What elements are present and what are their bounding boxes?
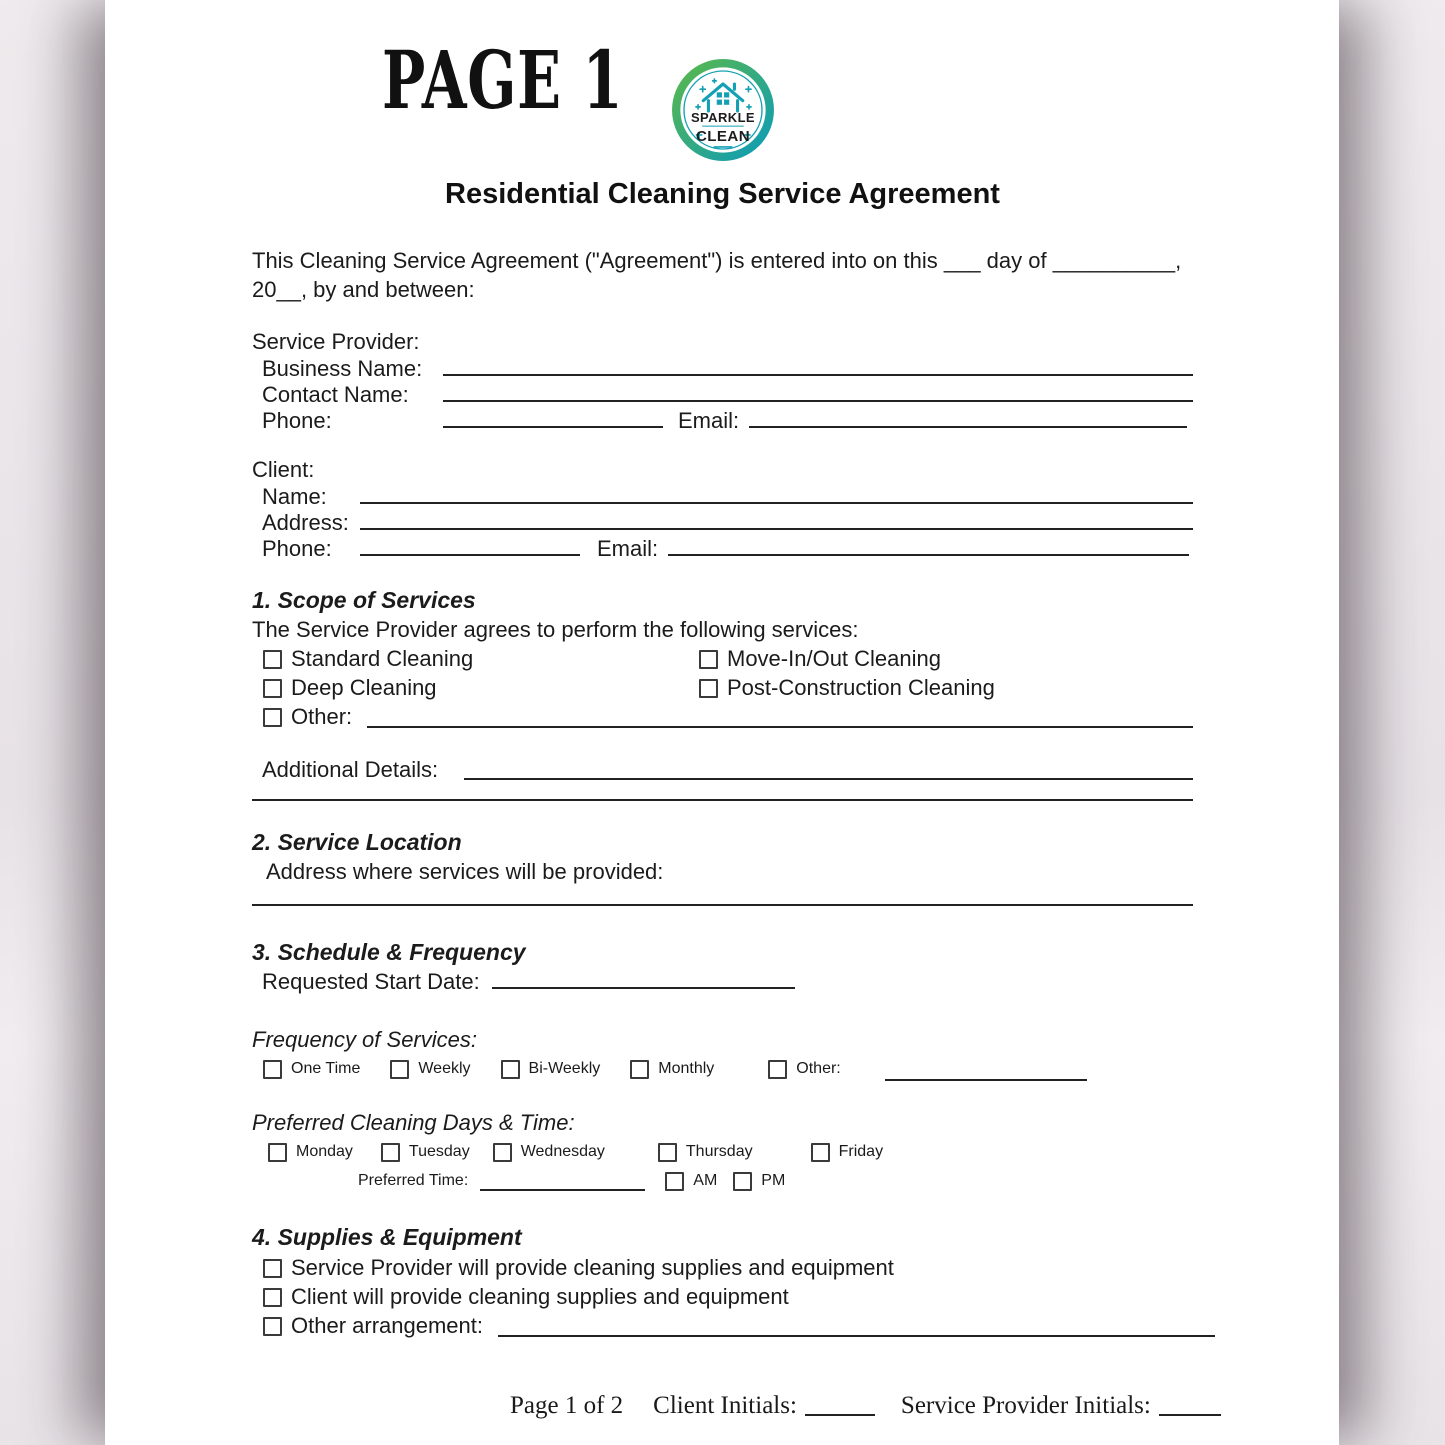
- frequency-option-weekly: [390, 1053, 470, 1084]
- deep-cleaning-label: Deep Cleaning: [291, 675, 437, 700]
- logo-text-sparkle: SPARKLE: [690, 109, 755, 125]
- additional-details-row: [252, 757, 1193, 783]
- page-indicator: Page 1 of 2: [510, 1392, 624, 1419]
- friday-checkbox[interactable]: [811, 1143, 830, 1162]
- additional-details-field-line-2[interactable]: [252, 799, 1193, 801]
- scope-other-checkbox[interactable]: [263, 708, 282, 727]
- intro-paragraph: [252, 246, 1193, 304]
- client-email-field-line[interactable]: [668, 554, 1189, 556]
- day-option-friday: [811, 1136, 883, 1167]
- supplies-option-client: [252, 1282, 1193, 1311]
- frequency-option-monthly: [630, 1053, 714, 1084]
- frequency-other-checkbox[interactable]: [768, 1060, 787, 1079]
- deep-cleaning-checkbox[interactable]: [263, 679, 282, 698]
- frequency-option-biweekly: [501, 1053, 601, 1084]
- one-time-checkbox[interactable]: [263, 1060, 282, 1079]
- supplies-option-provider: [252, 1253, 1193, 1282]
- scope-of-services-section: [252, 586, 1193, 731]
- service-provider-section: [252, 328, 1193, 434]
- scope-option-standard: [263, 644, 699, 673]
- start-date-field-line[interactable]: [492, 987, 795, 989]
- supplies-option-other: [252, 1311, 1193, 1340]
- scope-heading: 1. Scope of Services: [252, 587, 476, 613]
- frequency-other-label: Other:: [796, 1060, 841, 1077]
- service-location-section: [252, 828, 1193, 906]
- provider-initials-label: Service Provider Initials:: [900, 1392, 1151, 1419]
- client-phone-field-line[interactable]: [360, 554, 580, 556]
- am-label: AM: [693, 1172, 718, 1189]
- monthly-checkbox[interactable]: [630, 1060, 649, 1079]
- frequency-option-onetime: [263, 1053, 360, 1084]
- preferred-time-label: Preferred Time:: [358, 1172, 469, 1189]
- provider-phone-field-line[interactable]: [443, 426, 663, 428]
- contact-name-field-line[interactable]: [443, 400, 1193, 402]
- move-in-out-cleaning-checkbox[interactable]: [699, 650, 718, 669]
- am-option: [665, 1167, 717, 1194]
- service-provider-heading: Service Provider:: [252, 329, 420, 354]
- frequency-other-field-line[interactable]: [885, 1079, 1087, 1081]
- additional-details-label: Additional Details:: [262, 757, 439, 782]
- start-date-label: Requested Start Date:: [262, 969, 480, 994]
- location-prompt: Address where services will be provided:: [266, 859, 664, 884]
- monday-checkbox[interactable]: [268, 1143, 287, 1162]
- provider-email-field-line[interactable]: [749, 426, 1187, 428]
- post-construction-cleaning-label: Post-Construction Cleaning: [727, 675, 995, 700]
- thursday-checkbox[interactable]: [658, 1143, 677, 1162]
- frequency-option-other: [768, 1053, 840, 1084]
- friday-label: Friday: [838, 1143, 884, 1160]
- location-heading: 2. Service Location: [252, 829, 462, 855]
- document-page: [105, 0, 1339, 1445]
- client-name-field-line[interactable]: [360, 502, 1193, 504]
- wednesday-checkbox[interactable]: [493, 1143, 512, 1162]
- standard-cleaning-checkbox[interactable]: [263, 650, 282, 669]
- scope-option-deep: [263, 673, 699, 702]
- scope-option-postconstruction: [699, 673, 1193, 702]
- additional-details-field-line-1[interactable]: [464, 774, 1193, 780]
- post-construction-cleaning-checkbox[interactable]: [699, 679, 718, 698]
- client-address-field-line[interactable]: [360, 528, 1193, 530]
- page-number-label: PAGE 1: [382, 33, 624, 127]
- pm-label: PM: [761, 1172, 786, 1189]
- client-heading: Client:: [252, 457, 315, 482]
- client-supplies-label: Client will provide cleaning supplies and equipment: [291, 1284, 789, 1309]
- scope-other-label: Other:: [291, 704, 353, 729]
- weekly-label: Weekly: [418, 1060, 471, 1077]
- scope-intro: The Service Provider agrees to perform the following services:: [252, 617, 859, 642]
- frequency-label: Frequency of Services:: [252, 1027, 477, 1052]
- monday-label: Monday: [296, 1143, 353, 1160]
- day-options: [252, 1136, 1193, 1167]
- preferred-days-label: Preferred Cleaning Days & Time:: [252, 1110, 575, 1135]
- frequency-options: [252, 1053, 1193, 1084]
- start-date-row: [252, 967, 1193, 997]
- schedule-frequency-section: [252, 938, 1193, 1194]
- other-arrangement-checkbox[interactable]: [263, 1317, 282, 1336]
- intro-line-1: This Cleaning Service Agreement ("Agreement") is entered into on this ___ day of __________,: [252, 248, 1182, 273]
- provider-phone-label: Phone:: [262, 408, 332, 433]
- scope-other-field-line[interactable]: [367, 722, 1193, 728]
- client-name-label: Name:: [262, 484, 327, 509]
- logo-text-clean: CLEAN: [695, 128, 750, 146]
- document-title: Residential Cleaning Service Agreement: [445, 178, 1000, 210]
- provider-initials-field-line[interactable]: [1159, 1414, 1221, 1416]
- provider-email-label: Email:: [678, 408, 740, 433]
- page-header: [252, 0, 1193, 172]
- client-initials-label: Client Initials:: [653, 1392, 797, 1419]
- pm-checkbox[interactable]: [733, 1172, 752, 1191]
- scope-options: [252, 644, 1193, 702]
- day-option-thursday: [658, 1136, 753, 1167]
- thursday-label: Thursday: [685, 1143, 753, 1160]
- preferred-time-row: [252, 1167, 1193, 1194]
- day-option-wednesday: [493, 1136, 605, 1167]
- client-email-label: Email:: [597, 536, 659, 561]
- provider-supplies-label: Service Provider will provide cleaning supplies and equipment: [291, 1255, 894, 1280]
- location-address-field-line[interactable]: [252, 904, 1193, 906]
- business-name-field-line[interactable]: [443, 374, 1193, 376]
- provider-supplies-checkbox[interactable]: [263, 1259, 282, 1278]
- page-footer: [510, 1392, 1221, 1420]
- move-in-out-cleaning-label: Move-In/Out Cleaning: [727, 646, 941, 671]
- bi-weekly-label: Bi-Weekly: [528, 1060, 601, 1077]
- client-phone-label: Phone:: [262, 536, 332, 561]
- wednesday-label: Wednesday: [520, 1143, 605, 1160]
- contact-name-label: Contact Name:: [262, 382, 409, 407]
- scope-other-row: [252, 702, 1193, 731]
- weekly-checkbox[interactable]: [390, 1060, 409, 1079]
- pm-option: [733, 1167, 785, 1194]
- business-name-label: Business Name:: [262, 356, 423, 381]
- am-checkbox[interactable]: [665, 1172, 684, 1191]
- bi-weekly-checkbox[interactable]: [501, 1060, 520, 1079]
- sparkle-clean-logo-icon: [671, 58, 775, 162]
- one-time-label: One Time: [291, 1060, 361, 1077]
- client-address-label: Address:: [262, 510, 349, 535]
- client-supplies-checkbox[interactable]: [263, 1288, 282, 1307]
- client-section: [252, 456, 1193, 562]
- schedule-heading: 3. Schedule & Frequency: [252, 939, 526, 965]
- day-option-tuesday: [381, 1136, 470, 1167]
- intro-line-2: 20__, by and between:: [252, 277, 475, 302]
- tuesday-checkbox[interactable]: [381, 1143, 400, 1162]
- scope-option-movein: [699, 644, 1193, 673]
- client-initials-field-line[interactable]: [805, 1414, 875, 1416]
- standard-cleaning-label: Standard Cleaning: [291, 646, 474, 671]
- supplies-heading: 4. Supplies & Equipment: [252, 1224, 522, 1250]
- other-arrangement-label: Other arrangement:: [291, 1313, 483, 1338]
- other-arrangement-field-line[interactable]: [498, 1331, 1215, 1337]
- monthly-label: Monthly: [658, 1060, 715, 1077]
- day-option-monday: [268, 1136, 353, 1167]
- supplies-equipment-section: [252, 1222, 1193, 1340]
- tuesday-label: Tuesday: [408, 1143, 470, 1160]
- preferred-time-field-line[interactable]: [480, 1189, 645, 1191]
